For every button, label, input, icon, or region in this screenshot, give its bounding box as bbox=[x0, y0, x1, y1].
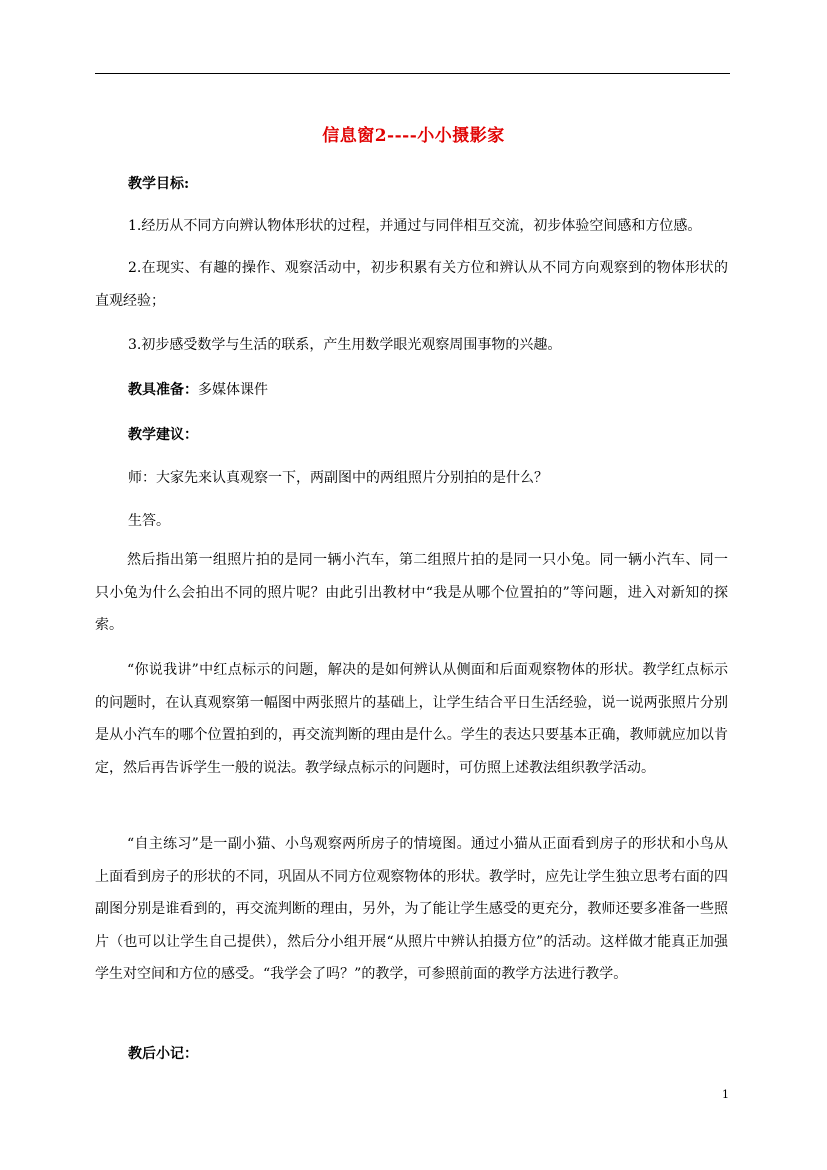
objective-3: 3.初步感受数学与生活的联系，产生用数学眼光观察周围事物的兴趣。 bbox=[128, 337, 562, 353]
header-rule bbox=[95, 73, 730, 74]
tools-label: 教具准备： bbox=[128, 382, 198, 398]
objective-2: 2.在现实、有趣的操作、观察活动中，初步积累有关方位和辨认从不同方向观察到的物体形状的直观经验； bbox=[95, 260, 728, 309]
paragraph-explanation: 然后指出第一组照片拍的是同一辆小汽车，第二组照片拍的是同一只小兔。同一辆小汽车、同一只小兔为什么会拍出不同的照片呢？由此引出教材中“我是从哪个位置拍的”等问题，进入对新知的探索。 bbox=[95, 552, 728, 633]
tools-line bbox=[128, 379, 728, 399]
objectives-heading: 教学目标: bbox=[128, 176, 190, 192]
objective-1: 1.经历从不同方向辨认物体形状的过程，并通过与同伴相互交流，初步体验空间感和方位感。 bbox=[128, 218, 702, 234]
page-title: 信息窗2----小小摄影家 bbox=[322, 126, 505, 146]
paragraph-you-say-i-say: “你说我讲”中红点标示的问题，解决的是如何辨认从侧面和后面观察物体的形状。教学红点标示的问题时，在认真观察第一幅图中两张照片的基础上，让学生结合平日生活经验，说一说两张照片分别是从小汽车的哪个位置拍到的，再交流判断的理由是什么。学生的表达只要基本正确，教师就应加以肯定，然后再告诉学生一般的说法。教学绿点标示的问题时，可仿照上述教法组织教学活动。 bbox=[95, 662, 728, 776]
suggestion-heading: 教学建议： bbox=[128, 427, 198, 443]
student-answer: 生答。 bbox=[128, 513, 170, 529]
tools-value: 多媒体课件 bbox=[198, 382, 268, 398]
notes-heading: 教后小记： bbox=[128, 1046, 198, 1062]
paragraph-self-practice: “自主练习”是一副小猫、小鸟观察两所房子的情境图。通过小猫从正面看到房子的形状和小鸟从上面看到房子的形状的不同，巩固从不同方位观察物体的形状。教学时，应先让学生独立思考右面的四副图分别是谁看到的，再交流判断的理由，另外，为了能让学生感受的更充分，教师还要多准备一些照片（也可以让学生自己提供），然后分小组开展“从照片中辨认拍摄方位”的活动。这样做才能真正加强学生对空间和方位的感受。“我学会了吗？”的教学，可参照前面的教学方法进行教学。 bbox=[95, 836, 728, 982]
page-number: 1 bbox=[722, 1088, 729, 1101]
teacher-question: 师：大家先来认真观察一下，两副图中的两组照片分别拍的是什么？ bbox=[128, 470, 548, 486]
